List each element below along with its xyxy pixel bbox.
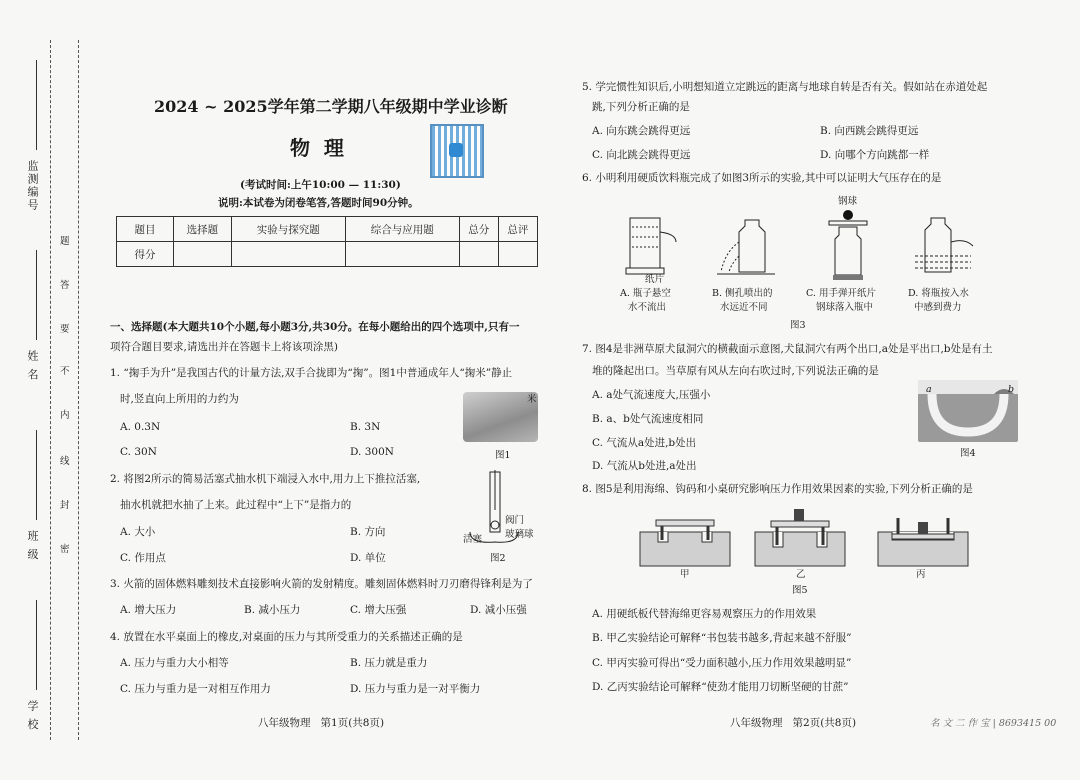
q5-option-c[interactable]: C. 向北跳会跳得更远 xyxy=(592,149,691,161)
q7-figure-caption: 图4 xyxy=(960,448,976,459)
qr-center-icon xyxy=(449,143,463,157)
label-monitor-number: 监测编号 xyxy=(26,160,39,212)
page-footer-left: 八年级物理 第1页(共8页) xyxy=(258,717,385,729)
seal-char: 答 xyxy=(60,280,70,291)
q2-option-a[interactable]: A. 大小 xyxy=(120,526,156,538)
page-footer-right: 八年级物理 第2页(共8页) xyxy=(730,717,857,729)
q6-caption-d2: 中感到费力 xyxy=(914,302,962,313)
q5-text-cont: 跳,下列分析正确的是 xyxy=(592,101,690,113)
exam-note: 说明:本试卷为闭卷笔答,答题时间90分钟。 xyxy=(218,197,419,209)
q1-text: 1. “掬手为升”是我国古代的计量方法,双手合拢即为“掬”。图1中普通成年人“掬米”静止 xyxy=(110,367,513,379)
seal-char: 题 xyxy=(60,236,70,247)
section-title: 一、选择题(本大题共10个小题,每小题3分,共30分。在每小题给出的四个选项中,只有一 xyxy=(110,321,520,333)
label-school: 学 校 xyxy=(26,700,39,732)
q7-option-d[interactable]: D. 气流从b处进,a处出 xyxy=(592,460,697,472)
q6-caption-d1: D. 将瓶按入水 xyxy=(908,288,969,299)
q2-label-valve: 阀门 xyxy=(505,515,525,526)
score-cell[interactable] xyxy=(498,242,537,267)
section-title-cont: 项符合题目要求,请选出并在答题卡上将该项涂黑) xyxy=(110,341,338,353)
score-cell[interactable] xyxy=(459,242,498,267)
q8-option-d[interactable]: D. 乙丙实验结论可解释“使劲才能用刀切断坚硬的甘蔗” xyxy=(592,681,849,693)
score-cell[interactable] xyxy=(174,242,232,267)
q6-figure-bottle-d xyxy=(915,212,975,282)
q2-text: 2. 将图2所示的简易活塞式抽水机下端浸入水中,用力上下推拉活塞, xyxy=(110,473,421,485)
seal-char: 封 xyxy=(60,500,70,511)
q7-figure-tunnel xyxy=(918,380,1018,442)
q1-text-cont: 时,竖直向上所用的力约为 xyxy=(120,393,239,405)
q8-label-yi: 乙 xyxy=(796,569,806,580)
exam-time: (考试时间:上午10:00 — 11:30) xyxy=(240,179,401,191)
q4-option-d[interactable]: D. 压力与重力是一对平衡力 xyxy=(350,683,481,695)
q2-label-ball: 玻璃球 xyxy=(505,529,534,540)
q6-caption-b2: 水远近不同 xyxy=(720,302,768,313)
blank-name[interactable] xyxy=(36,250,37,340)
q6-caption-a1: A. 瓶子悬空 xyxy=(620,288,671,299)
q4-text: 4. 放置在水平桌面上的橡皮,对桌面的压力与其所受重力的关系描述正确的是 xyxy=(110,631,463,643)
q5-option-b[interactable]: B. 向西跳会跳得更远 xyxy=(820,125,919,137)
binding-line-outer xyxy=(50,40,51,740)
q1-option-a[interactable]: A. 0.3N xyxy=(120,421,161,433)
q8-figure-table-jia xyxy=(640,510,730,566)
q6-caption-c1: C. 用手弹开纸片 xyxy=(806,288,876,299)
q6-figure-bottle-b xyxy=(725,212,785,282)
q2-label-piston: 活塞 xyxy=(463,534,483,545)
score-header: 题目 xyxy=(117,217,174,242)
q8-figure-caption: 图5 xyxy=(792,585,808,596)
q6-figure-bottle-c xyxy=(823,205,883,285)
q8-label-jia: 甲 xyxy=(680,569,690,580)
q8-label-bing: 丙 xyxy=(916,569,926,580)
q7-option-a[interactable]: A. a处气流速度大,压强小 xyxy=(592,389,711,401)
q6-text: 6. 小明利用硬质饮料瓶完成了如图3所示的实验,其中可以证明大气压存在的是 xyxy=(582,172,942,184)
q3-option-b[interactable]: B. 减小压力 xyxy=(244,604,301,616)
q1-option-b[interactable]: B. 3N xyxy=(350,421,381,433)
blank-school[interactable] xyxy=(36,600,37,690)
q7-option-c[interactable]: C. 气流从a处进,b处出 xyxy=(592,437,697,449)
q7-text-cont: 堆的隆起出口。当草原有风从左向右吹过时,下列说法正确的是 xyxy=(592,365,879,377)
q8-option-c[interactable]: C. 甲丙实验可得出“受力面积越小,压力作用效果越明显” xyxy=(592,657,852,669)
q7-label-b: b xyxy=(1008,384,1015,395)
q5-option-a[interactable]: A. 向东跳会跳得更远 xyxy=(592,125,691,137)
q2-option-d[interactable]: D. 单位 xyxy=(350,552,386,564)
q3-text: 3. 火箭的固体燃料雕刻技术直接影响火箭的发射精度。雕刻固体燃料时刀刃磨得锋利是为了 xyxy=(110,578,533,590)
q8-text: 8. 图5是利用海绵、钩码和小桌研究影响压力作用效果因素的实验,下列分析正确的是 xyxy=(582,483,973,495)
q7-text: 7. 图4是非洲草原犬鼠洞穴的横截面示意图,犬鼠洞穴有两个出口,a处是平出口,b处是有土 xyxy=(582,343,993,355)
exam-title: 2024 ~ 2025学年第二学期八年级期中学业诊断 xyxy=(154,97,508,116)
q6-caption-c2: 钢球落入瓶中 xyxy=(816,302,874,313)
q6-label-ball: 钢球 xyxy=(838,196,858,207)
q8-figure-table-bing xyxy=(878,512,968,566)
q6-figure-caption: 图3 xyxy=(790,320,806,331)
q2-figure-caption: 图2 xyxy=(490,553,506,564)
score-table xyxy=(116,216,538,267)
label-class: 班 级 xyxy=(26,530,39,562)
score-header: 总分 xyxy=(459,217,498,242)
q2-option-b[interactable]: B. 方向 xyxy=(350,526,386,538)
q8-option-a[interactable]: A. 用硬纸板代替海绵更容易观察压力的作用效果 xyxy=(592,608,817,620)
footer-stamp: 名 文 二 作 宝 | 8693415 00 xyxy=(930,718,1057,729)
seal-char: 不 xyxy=(60,366,70,377)
score-row-label: 得分 xyxy=(117,242,174,267)
binding-line-inner xyxy=(78,40,79,740)
score-cell[interactable] xyxy=(231,242,345,267)
score-header: 实验与探究题 xyxy=(231,217,345,242)
blank-monitor[interactable] xyxy=(36,60,37,150)
q5-text: 5. 学完惯性知识后,小明想知道立定跳远的距离与地球自转是否有关。假如站在赤道处起 xyxy=(582,81,988,93)
q7-option-b[interactable]: B. a、b处气流速度相同 xyxy=(592,413,704,425)
q2-text-cont: 抽水机就把水抽了上来。此过程中“上下”是指力的 xyxy=(120,499,352,511)
seal-char: 要 xyxy=(60,324,70,335)
score-header: 综合与应用题 xyxy=(345,217,459,242)
q1-option-c[interactable]: C. 30N xyxy=(120,446,157,458)
q8-figure-table-yi xyxy=(755,505,845,566)
seal-char: 密 xyxy=(60,544,70,555)
q6-caption-a2: 水不流出 xyxy=(628,302,667,313)
q1-figure-label: 米 xyxy=(527,394,537,405)
q7-label-a: a xyxy=(926,384,932,395)
q3-option-d[interactable]: D. 减小压强 xyxy=(470,604,527,616)
q8-option-b[interactable]: B. 甲乙实验结论可解释“书包装书越多,背起来越不舒服” xyxy=(592,632,852,644)
q6-label-paper: 纸片 xyxy=(645,274,665,285)
q1-option-d[interactable]: D. 300N xyxy=(350,446,394,458)
score-header: 选择题 xyxy=(174,217,232,242)
label-name: 姓 名 xyxy=(26,350,39,382)
seal-char: 内 xyxy=(60,410,70,421)
q5-option-d[interactable]: D. 向哪个方向跳都一样 xyxy=(820,149,930,161)
q3-option-a[interactable]: A. 增大压力 xyxy=(120,604,177,616)
q2-option-c[interactable]: C. 作用点 xyxy=(120,552,166,564)
score-cell[interactable] xyxy=(345,242,459,267)
q6-figure-bottle-a xyxy=(620,212,680,282)
subject-title: 物 理 xyxy=(290,136,344,160)
q4-option-a[interactable]: A. 压力与重力大小相等 xyxy=(120,657,229,669)
q3-option-c[interactable]: C. 增大压强 xyxy=(350,604,407,616)
q1-figure-caption: 图1 xyxy=(495,450,511,461)
q4-option-b[interactable]: B. 压力就是重力 xyxy=(350,657,428,669)
q6-caption-b1: B. 侧孔喷出的 xyxy=(712,288,773,299)
seal-char: 线 xyxy=(60,456,70,467)
blank-class[interactable] xyxy=(36,430,37,520)
q4-option-c[interactable]: C. 压力与重力是一对相互作用力 xyxy=(120,683,271,695)
score-header: 总评 xyxy=(498,217,537,242)
